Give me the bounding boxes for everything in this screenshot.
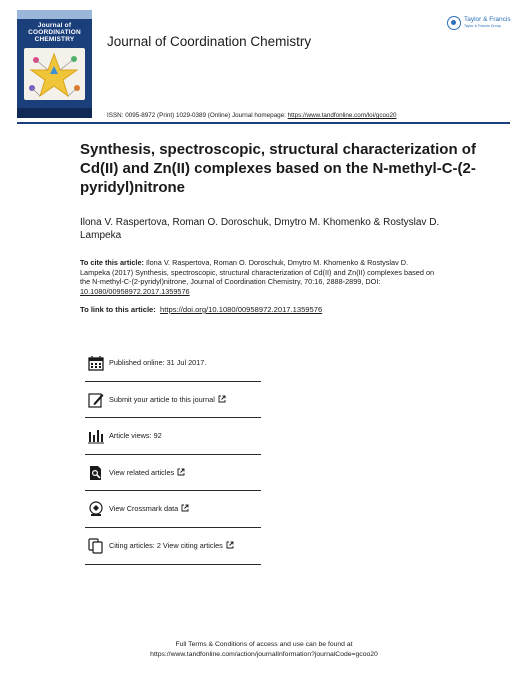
cover-bottom-band	[17, 108, 92, 118]
journal-cover-image	[17, 10, 92, 118]
article-doi-link[interactable]: https://doi.org/10.1080/00958972.2017.1359576	[160, 305, 323, 314]
published-online-label: Published online: 31 Jul 2017.	[109, 358, 207, 367]
external-link-icon	[218, 395, 226, 403]
published-online-row	[85, 345, 261, 382]
publisher-name: Taylor & Francis	[464, 16, 511, 23]
crossmark-text: View Crossmark data	[109, 504, 179, 514]
cover-title: Journal of COORDINATION CHEMISTRY	[28, 22, 81, 43]
article-title: Synthesis, spectroscopic, structural characterization of Cd(II) and Zn(II) complexes based on the N-methyl-C-(2-pyridyl)nitrone	[80, 141, 476, 196]
external-link-icon	[226, 541, 234, 549]
cover-artwork	[24, 48, 85, 100]
crossmark-link[interactable]	[109, 504, 189, 513]
submit-article-text: Submit your article to this journal	[109, 394, 215, 404]
journal-homepage-link[interactable]: https://www.tandfonline.com/loi/gcoo20	[287, 112, 397, 119]
bar-chart-icon	[88, 428, 104, 444]
citation-text: Ilona V. Raspertova, Roman O. Doroschuk, Dmytro M. Khomenko & Rostyslav D. Lampeka (2017) Synthesis, spectroscopic, structural characterization of Cd(II) and Zn(II) complexes based on the N-methyl-C-(2-pyridyl)nitrone, Journal of Coordination Chemistry, 70:16, 2888-2899, DOI:	[80, 258, 435, 287]
journal-title[interactable]: Journal of Coordination Chemistry	[107, 34, 312, 49]
external-link-icon	[181, 504, 189, 512]
calendar-icon	[88, 355, 104, 371]
terms-footer-text: Full Terms & Conditions of access and use can be found at	[175, 641, 353, 648]
crossmark-icon	[88, 501, 104, 517]
issn-text: ISSN: 0095-8972 (Print) 1029-0389 (Online) Journal homepage:	[107, 112, 288, 119]
citation-label: To cite this article:	[80, 258, 144, 267]
copy-documents-icon	[88, 538, 104, 554]
terms-footer	[0, 640, 528, 659]
terms-footer-link[interactable]: https://www.tandfonline.com/action/journalInformation?journalCode=gcoo20	[150, 650, 378, 658]
article-views-label: Article views: 92	[109, 431, 162, 441]
article-link-label: To link to this article:	[80, 305, 156, 314]
article-metrics-list	[85, 345, 261, 565]
citing-articles-row[interactable]	[85, 528, 261, 565]
related-articles-link[interactable]	[109, 468, 185, 477]
issn-line	[107, 112, 396, 119]
related-articles-row[interactable]	[85, 455, 261, 492]
document-search-icon	[88, 465, 104, 481]
citing-articles-link[interactable]	[109, 541, 234, 550]
publisher-logo	[447, 14, 517, 36]
publisher-logo-icon	[447, 16, 461, 30]
cover-top-band	[17, 10, 92, 19]
header-divider	[17, 122, 510, 124]
submit-article-row[interactable]	[85, 382, 261, 419]
article-views-row	[85, 418, 261, 455]
crossmark-row[interactable]	[85, 491, 261, 528]
article-authors: Ilona V. Raspertova, Roman O. Doroschuk, Dmytro M. Khomenko & Rostyslav D. Lampeka	[80, 217, 440, 241]
external-link-icon	[177, 468, 185, 476]
publisher-group-name: Taylor & Francis Group	[464, 24, 501, 28]
submit-article-link[interactable]	[109, 395, 226, 404]
article-link-line	[80, 305, 322, 314]
citing-articles-text: Citing articles: 2 View citing articles	[109, 540, 223, 550]
edit-pencil-icon	[88, 392, 104, 408]
citation-doi-link[interactable]: 10.1080/00958972.2017.1359576	[80, 286, 190, 296]
related-articles-text: View related articles	[109, 467, 175, 477]
citation-block	[80, 258, 440, 296]
cover-molecule-graphic	[24, 48, 85, 100]
